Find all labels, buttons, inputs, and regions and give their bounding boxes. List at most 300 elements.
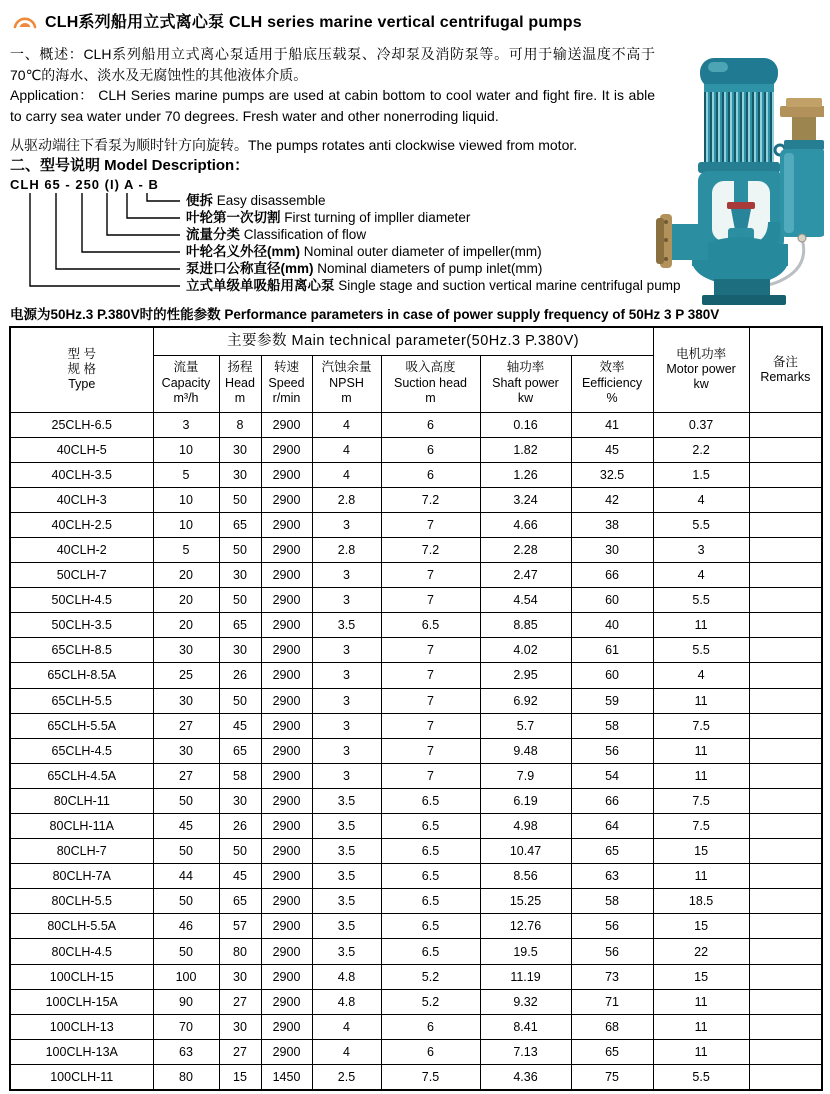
- cell-value: 65: [219, 613, 261, 638]
- cell-remarks: [749, 814, 822, 839]
- cell-value: 7: [381, 512, 480, 537]
- cell-type: 100CLH-15: [10, 964, 153, 989]
- cell-remarks: [749, 462, 822, 487]
- cell-value: 9.48: [480, 738, 571, 763]
- model-item-first-turning: 叶轮第一次切割 First turning of impller diameter: [186, 209, 471, 225]
- cell-value: 10: [153, 437, 219, 462]
- cell-type: 25CLH-6.5: [10, 412, 153, 437]
- cell-value: 27: [153, 713, 219, 738]
- cell-value: 2900: [261, 939, 312, 964]
- cell-value: 58: [571, 889, 653, 914]
- cell-value: 4.66: [480, 512, 571, 537]
- cell-value: 50: [153, 839, 219, 864]
- cell-value: 2900: [261, 889, 312, 914]
- cell-value: 2900: [261, 638, 312, 663]
- table-row: [10, 412, 822, 437]
- table-row: [10, 914, 822, 939]
- cell-type: 65CLH-5.5A: [10, 713, 153, 738]
- cell-value: 5.5: [653, 588, 749, 613]
- cell-value: 30: [219, 437, 261, 462]
- cell-type: 100CLH-13A: [10, 1039, 153, 1064]
- cell-value: 7: [381, 563, 480, 588]
- cell-value: 46: [153, 914, 219, 939]
- column-header-remarks: 备注 Remarks: [749, 327, 822, 413]
- cell-value: 68: [571, 1014, 653, 1039]
- cell-value: 5.2: [381, 989, 480, 1014]
- cell-value: 7: [381, 688, 480, 713]
- cell-remarks: [749, 663, 822, 688]
- cell-value: 30: [219, 563, 261, 588]
- cell-type: 80CLH-7A: [10, 864, 153, 889]
- cell-value: 6: [381, 1039, 480, 1064]
- cell-value: 4.54: [480, 588, 571, 613]
- cell-value: 50: [219, 839, 261, 864]
- rotation-note-en: The pumps rotates anti clockwise viewed from motor.: [248, 137, 578, 153]
- cell-value: 80: [219, 939, 261, 964]
- column-header-speed: 转速 Speed r/min: [261, 355, 312, 412]
- cell-type: 65CLH-5.5: [10, 688, 153, 713]
- cell-value: 30: [571, 537, 653, 562]
- cell-value: 0.16: [480, 412, 571, 437]
- cell-value: 57: [219, 914, 261, 939]
- cell-value: 2900: [261, 713, 312, 738]
- cell-value: 2900: [261, 964, 312, 989]
- cell-value: 3: [312, 563, 381, 588]
- cell-value: 15.25: [480, 889, 571, 914]
- cell-value: 15: [219, 1064, 261, 1090]
- column-header-motor-power: 电机功率 Motor power kw: [653, 327, 749, 413]
- cell-value: 3.5: [312, 788, 381, 813]
- cell-value: 59: [571, 688, 653, 713]
- cell-value: 58: [571, 713, 653, 738]
- table-row: [10, 537, 822, 562]
- column-header-npsh: 汽蚀余量 NPSH m: [312, 355, 381, 412]
- table-row: [10, 989, 822, 1014]
- cell-value: 100: [153, 964, 219, 989]
- cell-value: 2900: [261, 839, 312, 864]
- model-code: CLH 65 - 250 (I) A - B: [10, 176, 159, 192]
- table-row: [10, 1014, 822, 1039]
- cell-value: 5: [153, 462, 219, 487]
- cell-remarks: [749, 1039, 822, 1064]
- cell-value: 27: [219, 989, 261, 1014]
- cell-value: 50: [219, 537, 261, 562]
- page-title-en: CLH series marine vertical centrifugal pumps: [228, 14, 582, 31]
- cell-remarks: [749, 964, 822, 989]
- cell-value: 4.98: [480, 814, 571, 839]
- cell-value: 2.47: [480, 563, 571, 588]
- cell-value: 4: [653, 663, 749, 688]
- cell-value: 50: [219, 487, 261, 512]
- cell-value: 7.2: [381, 537, 480, 562]
- cell-value: 7.5: [653, 814, 749, 839]
- cell-value: 10: [153, 487, 219, 512]
- cell-remarks: [749, 1014, 822, 1039]
- cell-value: 30: [219, 638, 261, 663]
- table-row: [10, 964, 822, 989]
- cell-value: 20: [153, 588, 219, 613]
- cell-remarks: [749, 889, 822, 914]
- table-row: [10, 462, 822, 487]
- cell-value: 6: [381, 412, 480, 437]
- cell-value: 6: [381, 437, 480, 462]
- cell-value: 30: [153, 738, 219, 763]
- cell-value: 0.37: [653, 412, 749, 437]
- cell-value: 2900: [261, 763, 312, 788]
- cell-value: 18.5: [653, 889, 749, 914]
- model-item-pump-type: 立式单级单吸船用离心泵 Single stage and suction vertical marine centrifugal pump: [186, 277, 681, 293]
- cell-value: 4.36: [480, 1064, 571, 1090]
- cell-value: 4: [312, 412, 381, 437]
- cell-value: 6.5: [381, 814, 480, 839]
- cell-value: 66: [571, 563, 653, 588]
- cell-remarks: [749, 939, 822, 964]
- column-header-suction-head: 吸入高度 Suction head m: [381, 355, 480, 412]
- cell-value: 5.2: [381, 964, 480, 989]
- table-row: [10, 814, 822, 839]
- cell-remarks: [749, 688, 822, 713]
- cell-value: 44: [153, 864, 219, 889]
- cell-value: 71: [571, 989, 653, 1014]
- cell-type: 40CLH-3: [10, 487, 153, 512]
- cell-value: 3.24: [480, 487, 571, 512]
- cell-value: 15: [653, 964, 749, 989]
- cell-value: 6.5: [381, 914, 480, 939]
- cell-value: 6: [381, 1014, 480, 1039]
- cell-value: 65: [571, 839, 653, 864]
- cell-value: 5.5: [653, 638, 749, 663]
- cell-type: 50CLH-7: [10, 563, 153, 588]
- cell-value: 6.19: [480, 788, 571, 813]
- cell-value: 63: [571, 864, 653, 889]
- cell-value: 5.7: [480, 713, 571, 738]
- cell-value: 27: [153, 763, 219, 788]
- cell-remarks: [749, 763, 822, 788]
- table-row: [10, 638, 822, 663]
- cell-value: 2900: [261, 663, 312, 688]
- cell-type: 100CLH-13: [10, 1014, 153, 1039]
- performance-note: 电源为50Hz.3 P.380V时的性能参数 Performance parameters in case of power supply frequency of 50Hz 3 P 380V: [10, 306, 720, 322]
- cell-value: 9.32: [480, 989, 571, 1014]
- parameters-table: [9, 326, 823, 1092]
- cell-remarks: [749, 563, 822, 588]
- cell-remarks: [749, 839, 822, 864]
- cell-value: 2.95: [480, 663, 571, 688]
- cell-type: 50CLH-4.5: [10, 588, 153, 613]
- cell-value: 7: [381, 638, 480, 663]
- cell-value: 7.2: [381, 487, 480, 512]
- cell-type: 100CLH-15A: [10, 989, 153, 1014]
- cell-value: 11: [653, 864, 749, 889]
- cell-value: 10.47: [480, 839, 571, 864]
- cell-type: 80CLH-5.5A: [10, 914, 153, 939]
- cell-value: 73: [571, 964, 653, 989]
- cell-value: 50: [219, 588, 261, 613]
- cell-value: 7.9: [480, 763, 571, 788]
- table-row: [10, 788, 822, 813]
- cell-value: 5.5: [653, 512, 749, 537]
- cell-value: 7.5: [381, 1064, 480, 1090]
- cell-remarks: [749, 638, 822, 663]
- model-item-inlet-diameter: 泵进口公称直径(mm) Nominal diameters of pump inlet(mm): [186, 260, 543, 276]
- cell-remarks: [749, 512, 822, 537]
- cell-value: 40: [571, 613, 653, 638]
- cell-value: 2900: [261, 512, 312, 537]
- cell-value: 45: [219, 864, 261, 889]
- cell-value: 3: [653, 537, 749, 562]
- cell-value: 7.5: [653, 788, 749, 813]
- cell-remarks: [749, 788, 822, 813]
- cell-remarks: [749, 864, 822, 889]
- cell-value: 26: [219, 663, 261, 688]
- cell-remarks: [749, 1064, 822, 1090]
- cell-value: 45: [219, 713, 261, 738]
- cell-value: 2900: [261, 788, 312, 813]
- cell-value: 2900: [261, 688, 312, 713]
- cell-value: 2900: [261, 914, 312, 939]
- table-row: [10, 713, 822, 738]
- table-row: [10, 487, 822, 512]
- cell-value: 50: [153, 788, 219, 813]
- model-item-impeller-diameter: 叶轮名义外径(mm) Nominal outer diameter of impeller(mm): [186, 243, 542, 259]
- cell-type: 65CLH-8.5A: [10, 663, 153, 688]
- cell-value: 65: [219, 738, 261, 763]
- cell-type: 100CLH-11: [10, 1064, 153, 1090]
- cell-value: 11: [653, 763, 749, 788]
- cell-value: 30: [219, 788, 261, 813]
- cell-value: 25: [153, 663, 219, 688]
- cell-value: 63: [153, 1039, 219, 1064]
- cell-value: 45: [571, 437, 653, 462]
- cell-value: 2900: [261, 437, 312, 462]
- cell-type: 40CLH-3.5: [10, 462, 153, 487]
- cell-value: 7.13: [480, 1039, 571, 1064]
- cell-value: 3: [312, 738, 381, 763]
- cell-value: 2900: [261, 537, 312, 562]
- cell-value: 4: [312, 1014, 381, 1039]
- cell-value: 2900: [261, 588, 312, 613]
- cell-value: 2900: [261, 487, 312, 512]
- cell-value: 30: [219, 964, 261, 989]
- cell-remarks: [749, 487, 822, 512]
- cell-value: 3: [312, 663, 381, 688]
- cell-type: 40CLH-5: [10, 437, 153, 462]
- table-row: [10, 588, 822, 613]
- model-item-easy-disassemble: 便拆 Easy disassemble: [186, 192, 326, 208]
- cell-value: 65: [219, 889, 261, 914]
- column-header-type: 型 号 规 格 Type: [10, 327, 153, 413]
- table-row: [10, 763, 822, 788]
- cell-value: 41: [571, 412, 653, 437]
- cell-value: 11: [653, 1014, 749, 1039]
- cell-type: 80CLH-11: [10, 788, 153, 813]
- cell-remarks: [749, 588, 822, 613]
- cell-value: 70: [153, 1014, 219, 1039]
- cell-value: 54: [571, 763, 653, 788]
- cell-value: 7: [381, 713, 480, 738]
- table-row: [10, 889, 822, 914]
- cell-value: 32.5: [571, 462, 653, 487]
- column-header-shaft-power: 轴功率 Shaft power kw: [480, 355, 571, 412]
- model-item-flow-class: 流量分类 Classification of flow: [186, 226, 367, 242]
- cell-value: 7: [381, 663, 480, 688]
- cell-value: 3.5: [312, 939, 381, 964]
- cell-value: 30: [219, 462, 261, 487]
- cell-value: 6: [381, 462, 480, 487]
- cell-remarks: [749, 537, 822, 562]
- cell-type: 80CLH-5.5: [10, 889, 153, 914]
- cell-value: 4: [312, 462, 381, 487]
- table-row: [10, 663, 822, 688]
- cell-value: 3: [312, 688, 381, 713]
- application-text-en: Application： CLH Series marine pumps are used at cabin bottom to cool water and fight fire. It is able to carry sea water under 70 degrees. Fresh water and other nonerroding liquid.: [10, 87, 655, 124]
- cell-value: 3: [312, 638, 381, 663]
- cell-value: 8.85: [480, 613, 571, 638]
- cell-value: 30: [153, 688, 219, 713]
- cell-value: 27: [219, 1039, 261, 1064]
- cell-value: 10: [153, 512, 219, 537]
- cell-value: 2.2: [653, 437, 749, 462]
- cell-value: 11: [653, 688, 749, 713]
- overview-section: [0, 44, 655, 175]
- cell-value: 30: [153, 638, 219, 663]
- cell-value: 4.8: [312, 989, 381, 1014]
- cell-value: 5.5: [653, 1064, 749, 1090]
- table-row: [10, 563, 822, 588]
- cell-value: 61: [571, 638, 653, 663]
- cell-value: 5: [153, 537, 219, 562]
- column-header-capacity: 流量 Capacity m³/h: [153, 355, 219, 412]
- cell-value: 2.28: [480, 537, 571, 562]
- table-row: [10, 864, 822, 889]
- cell-remarks: [749, 613, 822, 638]
- cell-value: 2900: [261, 814, 312, 839]
- table-row: [10, 1064, 822, 1090]
- cell-type: 40CLH-2: [10, 537, 153, 562]
- cell-value: 56: [571, 738, 653, 763]
- cell-type: 65CLH-4.5: [10, 738, 153, 763]
- cell-value: 15: [653, 839, 749, 864]
- cell-value: 2900: [261, 613, 312, 638]
- cell-value: 2900: [261, 989, 312, 1014]
- cell-value: 65: [571, 1039, 653, 1064]
- cell-type: 50CLH-3.5: [10, 613, 153, 638]
- cell-value: 66: [571, 788, 653, 813]
- column-header-head: 扬程 Head m: [219, 355, 261, 412]
- cell-remarks: [749, 437, 822, 462]
- cell-value: 50: [219, 688, 261, 713]
- page-title: [45, 9, 582, 32]
- cell-value: 65: [219, 512, 261, 537]
- cell-remarks: [749, 412, 822, 437]
- cell-value: 3.5: [312, 889, 381, 914]
- cell-value: 3: [312, 713, 381, 738]
- cell-value: 56: [571, 914, 653, 939]
- cell-value: 15: [653, 914, 749, 939]
- cell-value: 12.76: [480, 914, 571, 939]
- cell-value: 3.5: [312, 914, 381, 939]
- cell-value: 45: [153, 814, 219, 839]
- cell-type: 65CLH-4.5A: [10, 763, 153, 788]
- cell-value: 3.5: [312, 864, 381, 889]
- cell-value: 64: [571, 814, 653, 839]
- cell-value: 11: [653, 1039, 749, 1064]
- cell-value: 3: [153, 412, 219, 437]
- cell-value: 4: [653, 487, 749, 512]
- cell-value: 20: [153, 563, 219, 588]
- cell-remarks: [749, 989, 822, 1014]
- cell-value: 11.19: [480, 964, 571, 989]
- cell-value: 60: [571, 588, 653, 613]
- sunrise-logo-icon: [12, 13, 38, 29]
- cell-value: 11: [653, 989, 749, 1014]
- cell-type: 80CLH-7: [10, 839, 153, 864]
- cell-value: 8: [219, 412, 261, 437]
- overview-text-zh: 一、概述：CLH系列船用立式离心泵适用于船底压载泵、冷却泵及消防泵等。可用于输送温度不高于70℃的海水、淡水及无腐蚀性的其他液体介质。: [10, 46, 655, 83]
- cell-value: 2900: [261, 462, 312, 487]
- cell-value: 7: [381, 588, 480, 613]
- table-row: [10, 939, 822, 964]
- cell-value: 60: [571, 663, 653, 688]
- cell-value: 2900: [261, 412, 312, 437]
- table-row: [10, 688, 822, 713]
- cell-value: 26: [219, 814, 261, 839]
- cell-remarks: [749, 713, 822, 738]
- table-row: [10, 738, 822, 763]
- cell-value: 7.5: [653, 713, 749, 738]
- page-title-zh: CLH系列船用立式离心泵: [45, 14, 225, 31]
- cell-value: 4.8: [312, 964, 381, 989]
- table-row: [10, 437, 822, 462]
- cell-remarks: [749, 738, 822, 763]
- cell-value: 11: [653, 613, 749, 638]
- page-title-row: [0, 0, 830, 32]
- cell-value: 6.92: [480, 688, 571, 713]
- cell-value: 6.5: [381, 613, 480, 638]
- cell-value: 75: [571, 1064, 653, 1090]
- cell-value: 4.02: [480, 638, 571, 663]
- cell-type: 80CLH-4.5: [10, 939, 153, 964]
- cell-value: 1450: [261, 1064, 312, 1090]
- table-row: [10, 839, 822, 864]
- cell-remarks: [749, 914, 822, 939]
- cell-value: 7: [381, 763, 480, 788]
- column-header-efficiency: 效率 Eefficiency %: [571, 355, 653, 412]
- cell-value: 4: [312, 1039, 381, 1064]
- cell-value: 3: [312, 512, 381, 537]
- cell-type: 40CLH-2.5: [10, 512, 153, 537]
- cell-value: 4: [653, 563, 749, 588]
- cell-value: 22: [653, 939, 749, 964]
- cell-type: 80CLH-11A: [10, 814, 153, 839]
- cell-value: 19.5: [480, 939, 571, 964]
- cell-value: 58: [219, 763, 261, 788]
- cell-value: 2.5: [312, 1064, 381, 1090]
- cell-value: 2900: [261, 864, 312, 889]
- cell-value: 3.5: [312, 613, 381, 638]
- cell-value: 2900: [261, 1039, 312, 1064]
- cell-value: 42: [571, 487, 653, 512]
- table-row: [10, 1039, 822, 1064]
- cell-value: 3: [312, 763, 381, 788]
- cell-value: 3.5: [312, 839, 381, 864]
- cell-value: 3: [312, 588, 381, 613]
- cell-value: 56: [571, 939, 653, 964]
- rotation-note: [10, 135, 655, 156]
- cell-value: 20: [153, 613, 219, 638]
- cell-value: 1.82: [480, 437, 571, 462]
- cell-value: 2.8: [312, 487, 381, 512]
